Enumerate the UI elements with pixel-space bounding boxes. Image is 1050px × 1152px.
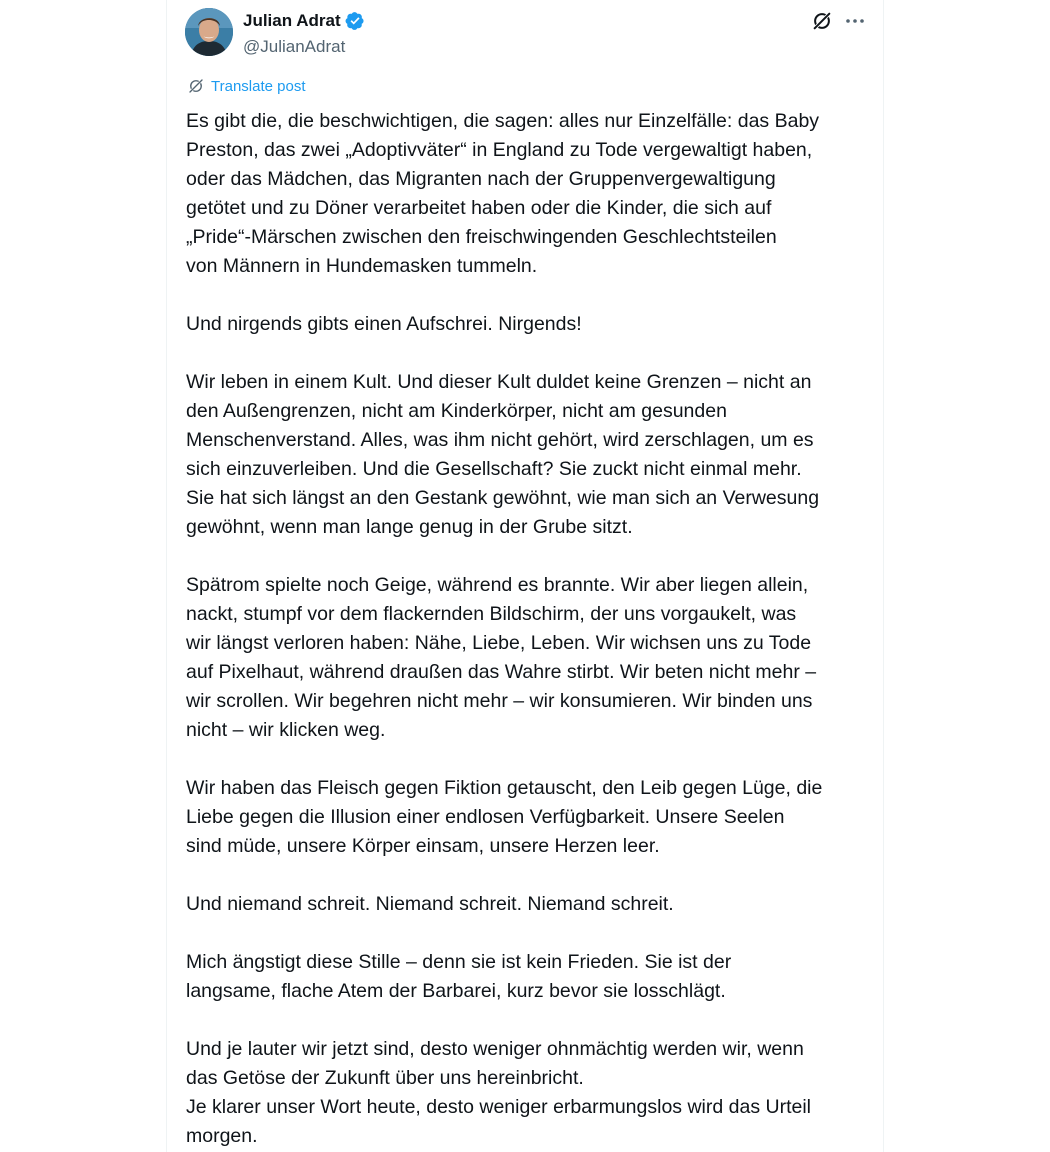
paragraph [186, 107, 871, 281]
text-line: morgen. [186, 1125, 258, 1147]
post [166, 0, 884, 1152]
paragraph [186, 368, 871, 542]
text-line: langsame, flache Atem der Barbarei, kurz bevor sie losschlägt. [186, 980, 726, 1002]
text-line: Sie hat sich längst an den Gestank gewöhnt, wie man sich an Verwesung [186, 487, 820, 509]
paragraph [186, 774, 871, 861]
text-line: sich einzuverleiben. Und die Gesellschaft? Sie zuckt nicht einmal mehr. [186, 458, 802, 480]
author-handle[interactable]: @JulianAdrat [243, 37, 346, 56]
text-line: sind müde, unsere Körper einsam, unsere Herzen leer. [186, 835, 660, 857]
text-line: Und niemand schreit. Niemand schreit. Niemand schreit. [186, 893, 674, 915]
text-line: von Männern in Hundemasken tummeln. [186, 255, 538, 277]
text-line: Menschenverstand. Alles, was ihm nicht gehört, wird zerschlagen, um es [186, 429, 814, 451]
text-line: nackt, stumpf vor dem flackernden Bildschirm, der uns vorgaukelt, was [186, 603, 797, 625]
more-icon [843, 10, 867, 32]
text-line: Und je lauter wir jetzt sind, desto weniger ohnmächtig werden wir, wenn [186, 1038, 804, 1060]
display-name[interactable]: Julian Adrat [243, 11, 341, 30]
text-line: „Pride“-Märschen zwischen den freischwingenden Geschlechtsteilen [186, 226, 777, 248]
author-block [243, 9, 365, 57]
text-line: Preston, das zwei „Adoptivväter“ in England zu Tode vergewaltigt haben, [186, 139, 813, 161]
text-line: oder das Mädchen, das Migranten nach der Gruppenvergewaltigung [186, 168, 776, 190]
text-line: wir scrollen. Wir begehren nicht mehr – wir konsumieren. Wir binden uns [186, 690, 813, 712]
translate-post-link[interactable] [187, 77, 306, 95]
text-line: Wir haben das Fleisch gegen Fiktion getauscht, den Leib gegen Lüge, die [186, 777, 823, 799]
more-options-button[interactable] [843, 10, 867, 32]
text-line: Wir leben in einem Kult. Und dieser Kult duldet keine Grenzen – nicht an [186, 371, 812, 393]
paragraph [186, 1035, 871, 1151]
text-line: Und nirgends gibts einen Aufschrei. Nirgends! [186, 313, 582, 335]
paragraph [186, 890, 871, 919]
grok-translate-icon [187, 77, 205, 95]
translate-post-label: Translate post [211, 77, 306, 95]
avatar[interactable] [185, 8, 233, 56]
text-line: getötet und zu Döner verarbeitet haben oder die Kinder, die sich auf [186, 197, 772, 219]
text-line: nicht – wir klicken weg. [186, 719, 386, 741]
grok-button[interactable] [811, 10, 833, 32]
text-line: Liebe gegen die Illusion einer endlosen Verfügbarkeit. Unsere Seelen [186, 806, 785, 828]
text-line: Spätrom spielte noch Geige, während es brannte. Wir aber liegen allein, [186, 574, 809, 596]
text-line: Mich ängstigt diese Stille – denn sie ist kein Frieden. Sie ist der [186, 951, 732, 973]
text-line: den Außengrenzen, nicht am Kinderkörper, nicht am gesunden [186, 400, 727, 422]
paragraph [186, 571, 871, 745]
text-line: das Getöse der Zukunft über uns hereinbricht. [186, 1067, 584, 1089]
text-line: wir längst verloren haben: Nähe, Liebe, Leben. Wir wichsen uns zu Tode [186, 632, 812, 654]
text-line: Je klarer unser Wort heute, desto weniger erbarmungslos wird das Urteil [186, 1096, 811, 1118]
text-line: auf Pixelhaut, während draußen das Wahre stirbt. Wir beten nicht mehr – [186, 661, 817, 683]
paragraph [186, 948, 871, 1006]
post-text [186, 107, 871, 1151]
paragraph [186, 310, 871, 339]
text-line: gewöhnt, wenn man lange genug in der Grube sitzt. [186, 516, 633, 538]
post-header [185, 8, 865, 58]
text-line: Es gibt die, die beschwichtigen, die sagen: alles nur Einzelfälle: das Baby [186, 110, 820, 132]
grok-icon [811, 10, 833, 32]
avatar-image [185, 8, 233, 56]
verified-badge-icon [345, 11, 365, 31]
